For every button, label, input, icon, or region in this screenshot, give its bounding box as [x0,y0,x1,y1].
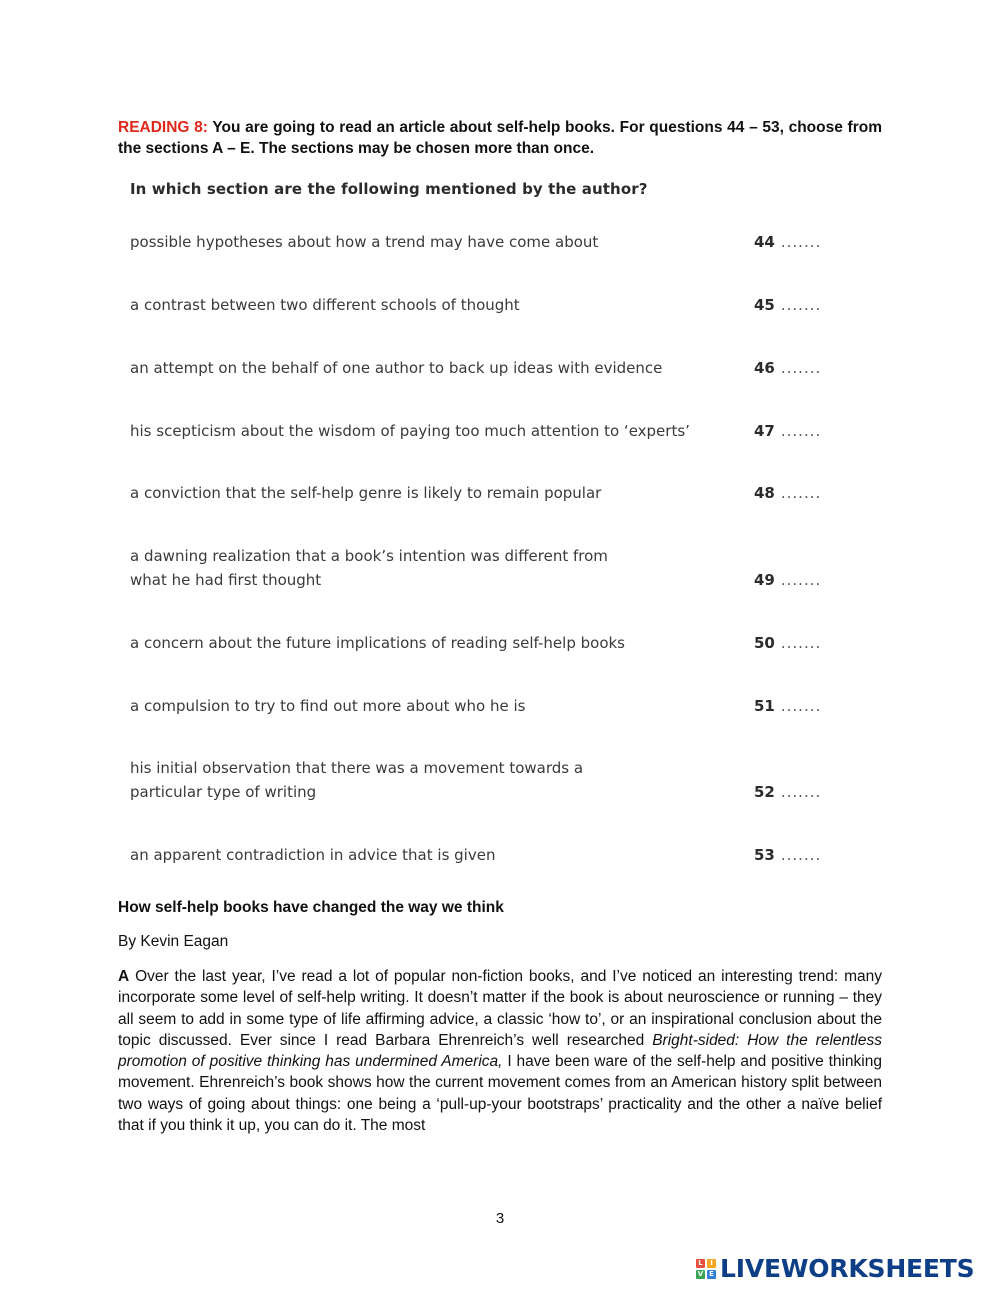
question-text: a compulsion to try to find out more about who he is [130,697,526,715]
instructions [118,117,882,159]
question-item [130,756,830,804]
answer-blank[interactable]: ....... [780,484,822,502]
answer-slot[interactable] [754,419,821,443]
answer-slot[interactable] [754,843,821,867]
section-label: A [118,968,130,985]
question-number: 47 [754,422,775,440]
question-number: 49 [754,571,775,589]
question-number: 48 [754,484,775,502]
question-item [130,419,830,443]
answer-blank[interactable]: ....... [780,233,822,251]
answer-slot[interactable] [754,780,821,804]
answer-slot[interactable] [754,293,821,317]
liveworksheets-logo [696,1254,974,1283]
question-text: a contrast between two different schools of thought [130,296,520,314]
answer-slot[interactable] [754,356,821,380]
question-item [130,544,830,592]
paragraph-text: I have been ware of the self-help and positive thinking movement. Ehrenreich’s book shows how the current movement comes from an American history split between two ways of going about things: one being a ‘pull-up-your bootstraps’ practicality and the other a naïve belief that if you think it up, you can do it. The most [118,1053,882,1135]
question-number: 50 [754,634,775,652]
answer-slot[interactable] [754,694,821,718]
answer-slot[interactable] [754,230,821,254]
question-item [130,843,830,867]
answer-blank[interactable]: ....... [780,634,822,652]
question-text: a concern about the future implications of reading self-help books [130,634,625,652]
question-text: his scepticism about the wisdom of paying too much attention to ‘experts’ [130,422,690,440]
question-number: 44 [754,233,775,251]
answer-slot[interactable] [754,481,821,505]
question-text: an attempt on the behalf of one author to back up ideas with evidence [130,359,663,377]
answer-blank[interactable]: ....... [780,571,822,589]
article-byline: By Kevin Eagan [118,933,229,950]
logo-square: E [707,1270,716,1279]
question-text: a conviction that the self-help genre is likely to remain popular [130,484,602,502]
question-text: possible hypotheses about how a trend may have come about [130,233,599,251]
answer-blank[interactable]: ....... [780,359,822,377]
answer-slot[interactable] [754,631,821,655]
answer-blank[interactable]: ....... [780,846,822,864]
answer-blank[interactable]: ....... [780,296,822,314]
book-title: Bright-sided: How the relentless promotion of positive thinking has undermined America, [118,1031,883,1071]
question-number: 51 [754,697,775,715]
question-header: In which section are the following mentioned by the author? [130,180,648,198]
question-number: 53 [754,846,775,864]
logo-square: I [707,1259,716,1268]
question-item [130,631,830,655]
question-text: an apparent contradiction in advice that is given [130,846,496,864]
question-number: 52 [754,783,775,801]
logo-text: LIVEWORKSHEETS [720,1254,975,1283]
logo-square: V [697,1270,704,1278]
question-text: his initial observation that there was a movement towards a particular type of writing [130,759,584,801]
logo-square: L [696,1259,705,1268]
paragraph-text: Over the last year, I’ve read a lot of popular non-fiction books, and I’ve noticed an interesting trend: many incorporate some level of self-help writing. It doesn’t matter if the book is about neuroscience or running – they all seem to add in some type of life affirming advice, a classic ‘how to’, or an inspirational conclusion about the topic discussed. Ever since I read Barbara Ehrenreich’s well researched [118,968,882,1049]
instructions-text: You are going to read an article about self-help books. For questions 44 – 53, choose from the sections A – E. The sections may be chosen more than once. [118,119,882,157]
answer-blank[interactable]: ....... [780,422,822,440]
logo-icon [696,1259,716,1279]
answer-blank[interactable]: ....... [780,783,822,801]
page-number: 3 [495,1210,505,1227]
answer-slot[interactable] [754,568,821,592]
article-title: How self-help books have changed the way we think [118,899,504,916]
question-number: 45 [754,296,775,314]
question-number: 46 [754,359,775,377]
question-item [130,481,830,505]
question-text: a dawning realization that a book’s intention was different from what he had first thought [130,547,608,589]
question-item [130,356,830,380]
question-item [130,694,830,718]
answer-blank[interactable]: ....... [780,697,822,715]
article-paragraph-a [118,966,882,1136]
reading-label: READING 8: [118,119,208,136]
question-item [130,230,830,254]
question-item [130,293,830,317]
